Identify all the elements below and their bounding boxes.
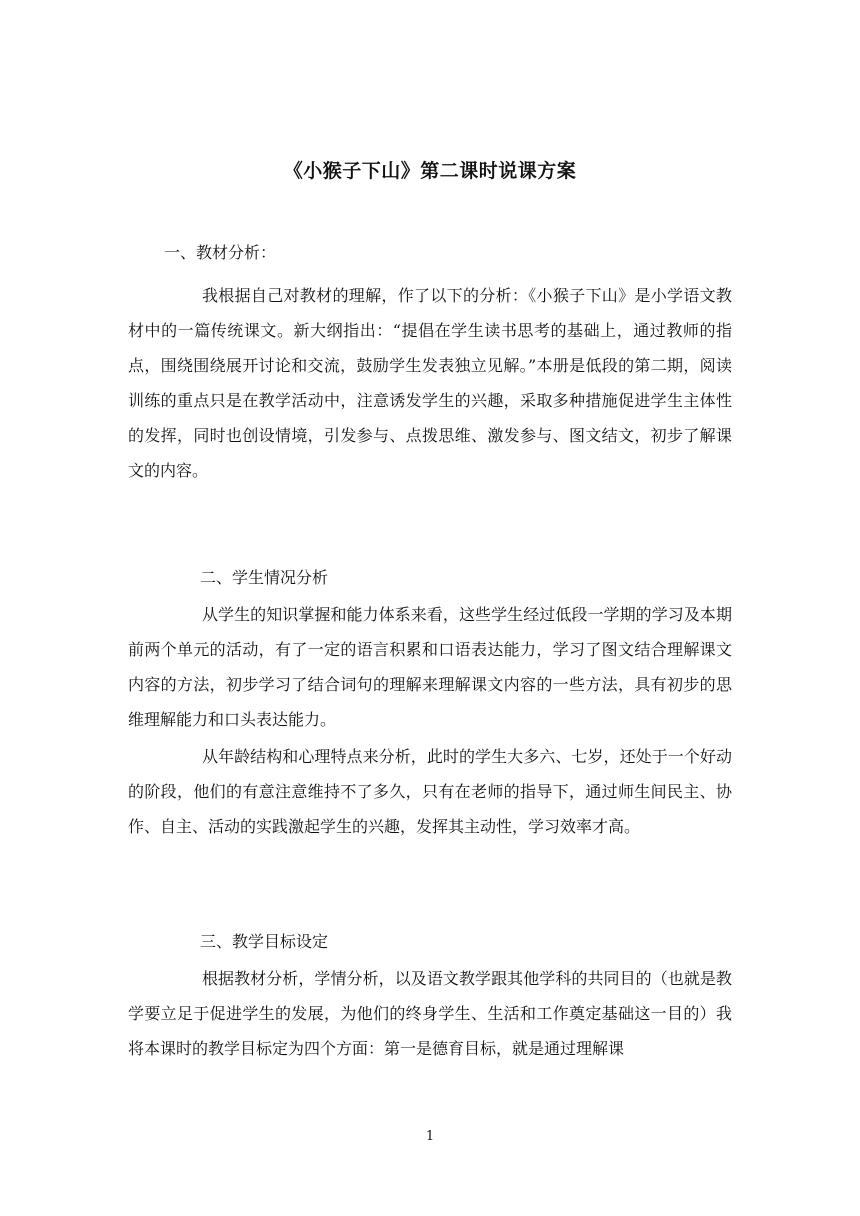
page-number: 1 — [425, 1129, 435, 1144]
paragraph-teaching-material: 我根据自己对教材的理解，作了以下的分析：《小猴子下山》是小学语文教材中的一篇传统课文。新大纲指出：“提倡在学生读书思考的基础上，通过教师的指点，围绕围绕展开讨论和交流，鼓励学生发表独立见解。”本册是低段的第二期，阅读训练的重点只是在教学活动中，注意诱发学生的兴趣，采取多种措施促进学生主体性的发挥，同时也创设情境，引发参与、点拨思维、激发参与、图文结文，初步了解课文的内容。 — [128, 286, 732, 480]
document-title: 《小猴子下山》第二课时说课方案 — [283, 160, 577, 182]
paragraph-teaching-goals: 根据教材分析，学情分析，以及语文教学跟其他学科的共同目的（也就是教学要立足于促进学生的发展，为他们的终身学生、生活和工作奠定基础这一目的）我将本课时的教学目标定为四个方面：第一是德育目标，就是通过理解课 — [128, 969, 732, 1058]
paragraph-student-knowledge: 从学生的知识掌握和能力体系来看，这些学生经过低段一学期的学习及本期前两个单元的活动，有了一定的语言积累和口语表达能力，学习了图文结合理解课文内容的方法，初步学习了结合词句的理解来理解课文内容的一些方法，具有初步的思维理解能力和口头表达能力。 — [128, 605, 732, 729]
section-heading-teaching-material: 一、教材分析： — [164, 243, 277, 262]
section-heading-student-analysis: 二、学生情况分析 — [200, 568, 329, 587]
paragraph-student-age: 从年龄结构和心理特点来分析，此时的学生大多六、七岁，还处于一个好动的阶段，他们的有意注意维持不了多久，只有在老师的指导下，通过师生间民主、协作、自主、活动的实践激起学生的兴趣，发挥其主动性，学习效率才高。 — [128, 747, 732, 836]
section-heading-teaching-goals: 三、教学目标设定 — [200, 932, 329, 951]
